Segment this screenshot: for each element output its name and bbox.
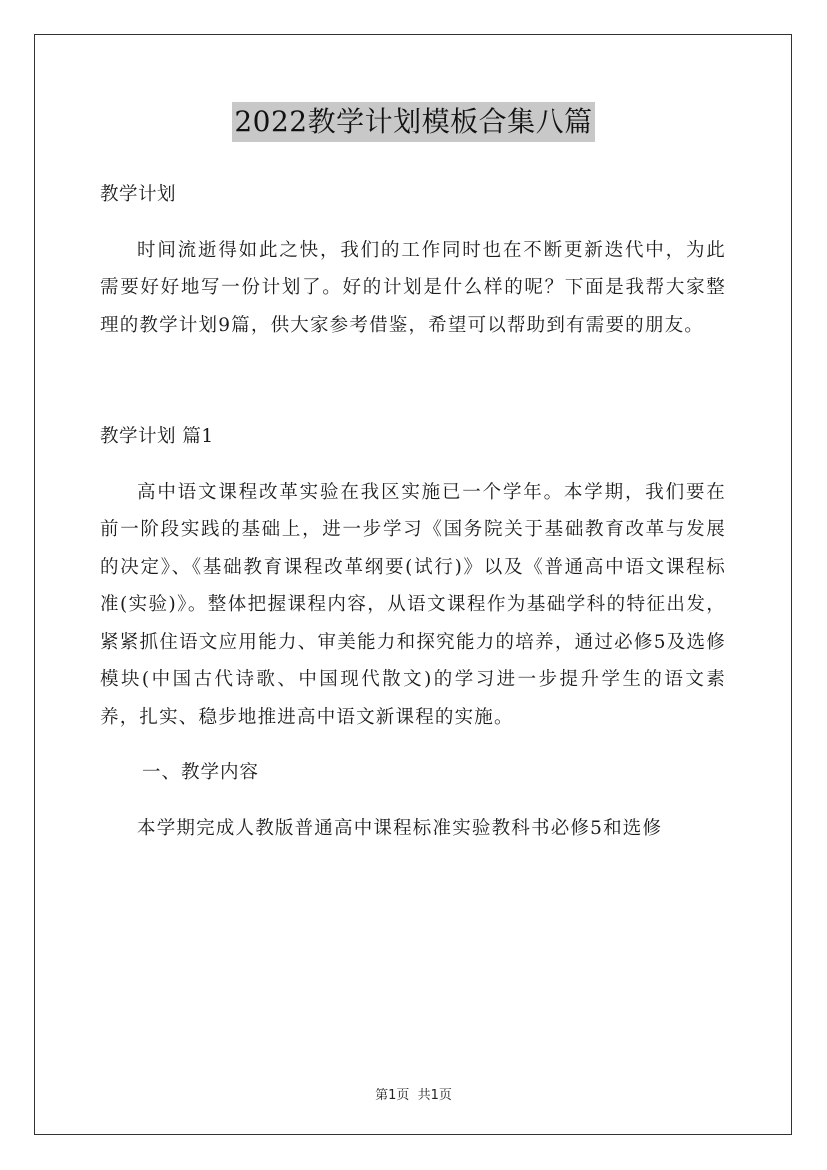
page-number: 第1页 bbox=[375, 1088, 410, 1103]
document-body bbox=[100, 176, 726, 847]
title-area bbox=[0, 102, 827, 142]
intro-paragraph: 时间流逝得如此之快，我们的工作同时也在不断更新迭代中，为此需要好好地写一份计划了。好的计划是什么样的呢？下面是我帮大家整理的教学计划9篇，供大家参考借鉴，希望可以帮助到有需要的朋友。 bbox=[100, 239, 726, 336]
section-paragraph: 高中语文课程改革实验在我区实施已一个学年。本学期，我们要在前一阶段实践的基础上，进一步学习《国务院关于基础教育改革与发展的决定》、《基础教育课程改革纲要(试行)》以及《普通高中语文课程标准(实验)》。整体把握课程内容，从语文课程作为基础学科的特征出发，紧紧抓住语文应用能力、审美能力和探究能力的培养，通过必修5及选修模块(中国古代诗歌、中国现代散文)的学习进一步提升学生的语文素养，扎实、稳步地推进高中语文新课程的实施。 bbox=[100, 481, 726, 728]
section-heading: 教学计划 篇1 bbox=[100, 426, 214, 447]
subheading-teaching-content: 一、教学内容 bbox=[142, 762, 260, 783]
page-footer bbox=[0, 1084, 827, 1103]
document-title: 2022教学计划模板合集八篇 bbox=[232, 102, 594, 142]
last-paragraph: 本学期完成人教版普通高中课程标准实验教科书必修5和选修 bbox=[137, 817, 663, 839]
intro-heading: 教学计划 bbox=[100, 184, 177, 205]
page-total: 共1页 bbox=[417, 1088, 452, 1103]
